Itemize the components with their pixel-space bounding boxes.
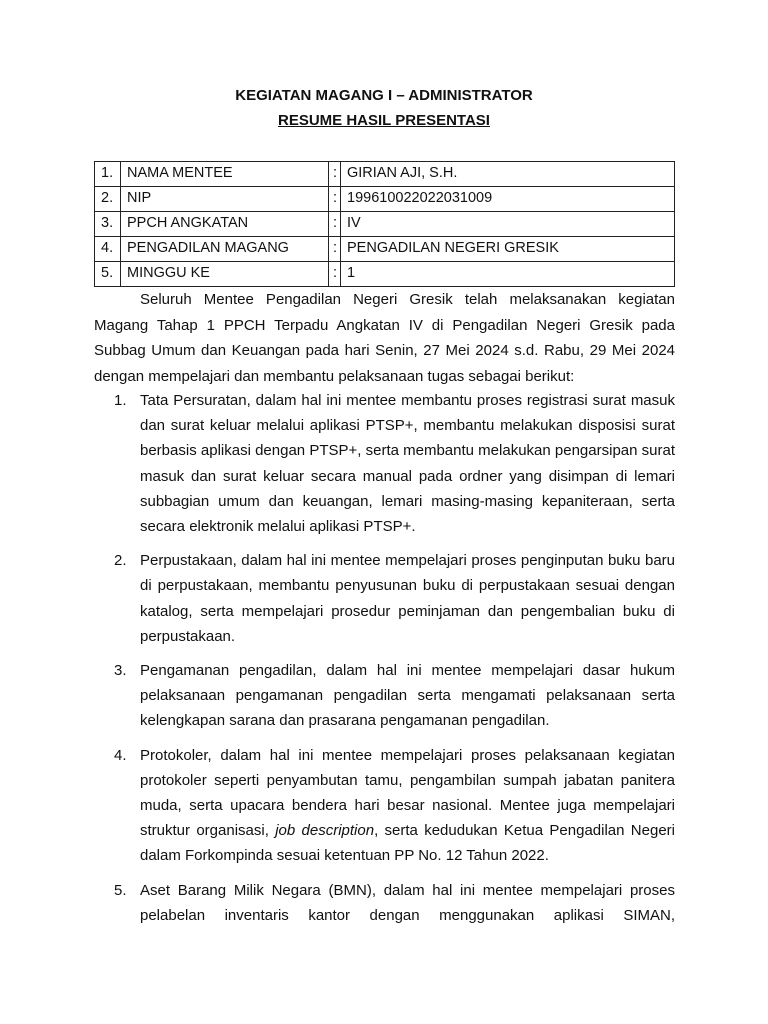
list-item-number: 3. (114, 662, 127, 680)
row-value: GIRIAN AJI, S.H. (341, 162, 675, 187)
list-item-text: Aset Barang Milik Negara (BMN), dalam hal ini mentee mempelajari proses pelabelan inventaris kantor dengan menggunakan aplikasi SIMAN, (140, 881, 675, 924)
row-label: MINGGU KE (121, 262, 329, 287)
list-item (94, 388, 675, 539)
row-colon: : (329, 237, 341, 262)
list-item-number: 2. (114, 552, 127, 570)
row-value: IV (341, 212, 675, 237)
table-row (95, 262, 675, 287)
row-colon: : (329, 162, 341, 187)
list-item-number: 1. (114, 392, 127, 409)
list-item-text: Pengamanan pengadilan, dalam hal ini mentee mempelajari dasar hukum pelaksanaan pengamanan pengadilan serta mengamati pelaksanaan serta kelengkapan sarana dan prasarana pengamanan pengadilan. (140, 662, 675, 730)
row-number: 3. (95, 212, 121, 237)
list-item (94, 743, 675, 869)
list-item (94, 658, 675, 734)
row-label: PPCH ANGKATAN (121, 212, 329, 237)
row-value: 199610022022031009 (341, 187, 675, 212)
table-row (95, 212, 675, 237)
list-item-number: 4. (114, 746, 127, 764)
row-colon: : (329, 187, 341, 212)
table-row (95, 187, 675, 212)
document-subtitle: RESUME HASIL PRESENTASI (278, 112, 490, 129)
row-value: 1 (341, 262, 675, 287)
row-label: PENGADILAN MAGANG (121, 237, 329, 262)
list-item-text-part: , serta kedudukan Ketua Pengadilan Negeri dalam Forkompinda sesuai ketentuan PP No. 12 Tahun 2022. (140, 822, 675, 865)
list-item-text: Perpustakaan, dalam hal ini mentee mempelajari proses penginputan buku baru di perpustakaan, membantu penyusunan buku di perpustakaan sesuai dengan katalog, serta mempelajari prosedur peminjaman dan pengembalian buku di perpustakaan. (140, 552, 675, 645)
row-number: 5. (95, 262, 121, 287)
row-colon: : (329, 212, 341, 237)
list-item (94, 548, 675, 649)
list-item-text (140, 747, 675, 865)
row-label: NAMA MENTEE (121, 162, 329, 187)
mentee-info-table (94, 161, 675, 287)
row-label: NIP (121, 187, 329, 212)
list-item (94, 878, 675, 928)
row-colon: : (329, 262, 341, 287)
list-item-text-part: Protokoler, dalam hal ini mentee mempelajari proses pelaksanaan kegiatan protokoler seperti penyambutan tamu, pengambilan sumpah jabatan panitera muda, serta upacara bendera hari besar nasional. Mentee juga mempelajari struktur organisasi, (140, 746, 675, 840)
table-row (95, 162, 675, 187)
row-number: 1. (95, 162, 121, 187)
row-number: 2. (95, 187, 121, 212)
intro-paragraph: Seluruh Mentee Pengadilan Negeri Gresik telah melaksanakan kegiatan Magang Tahap 1 PPCH Terpadu Angkatan IV di Pengadilan Negeri Gresik pada Subbag Umum dan Keuangan pada hari Senin, 27 Mei 2024 s.d. Rabu, 29 Mei 2024 dengan mempelajari dan membantu pelaksanaan tugas sebagai berikut: (94, 291, 675, 385)
document-title: KEGIATAN MAGANG I – ADMINISTRATOR (235, 87, 533, 104)
list-item-emphasis: job description (275, 822, 375, 840)
table-row (95, 237, 675, 262)
row-number: 4. (95, 237, 121, 262)
row-value: PENGADILAN NEGERI GRESIK (341, 237, 675, 262)
list-item-text: Tata Persuratan, dalam hal ini mentee membantu proses registrasi surat masuk dan surat keluar melalui aplikasi PTSP+, membantu melakukan disposisi surat berbasis aplikasi dengan PTSP+, serta membantu melakukan pengarsipan surat masuk dan surat keluar secara manual pada ordner yang disimpan di lemari subbagian umum dan keuangan, lemari masing-masing kepaniteraan, serta secara elektronik melalui aplikasi PTSP+. (140, 392, 675, 536)
list-item-number: 5. (114, 881, 127, 899)
task-list (94, 388, 675, 937)
